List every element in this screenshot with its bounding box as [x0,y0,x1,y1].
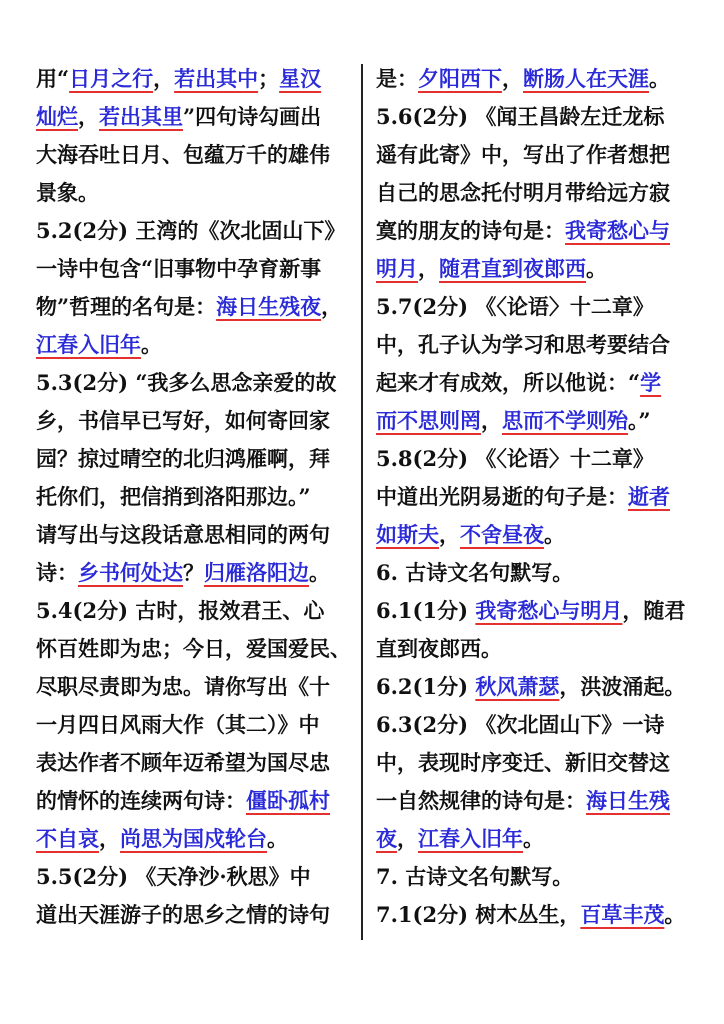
question-text: ， [481,408,502,433]
answer-text: 尚思为国戍轮台 [120,826,267,851]
text-line [376,592,694,630]
text-line [376,440,694,478]
question-text: ，随君 [622,598,686,623]
question-text: ，洪波涌起。 [559,674,686,699]
question-text: 。” [628,408,651,433]
question-text: ， [321,294,343,319]
question-text: 请写出与这段话意思相同的两句 [36,522,330,547]
question-text: ？ [183,560,204,585]
text-line [36,98,352,136]
question-text: ， [153,66,175,91]
answer-text: 灿烂 [36,104,78,129]
text-line [376,820,694,858]
answer-text: 僵卧孤村 [246,788,330,813]
text-line [376,744,694,782]
text-line [376,98,694,136]
text-line [36,364,352,402]
question-text: 5.7(2分) 《〈论语〉十二章》 [376,294,654,319]
answer-text: 我寄愁心与 [565,218,670,243]
question-text: 5.5(2分) 《天净沙·秋思》中 [36,864,311,889]
text-line [36,212,352,250]
text-line [36,592,352,630]
text-line [36,782,352,820]
question-text: 5.4(2分) 古时，报效君王、心 [36,598,325,623]
question-text: 中，孔子认为学习和思考要结合 [376,332,670,357]
text-line [376,136,694,174]
question-text: ， [439,522,460,547]
answer-text: 海日生残夜 [216,294,322,319]
text-line [376,212,694,250]
question-text: ， [99,826,120,851]
answer-text: 明月 [376,256,418,281]
question-text: 。 [586,256,607,281]
question-text: ， [78,104,99,129]
question-text: 怀百姓即为忠；今日，爱国爱民、 [36,636,351,661]
question-text: 直到夜郎西。 [376,636,502,661]
right-column [376,60,694,934]
text-line [36,744,352,782]
question-text: 5.3(2分) “我多么思念亲爱的故 [36,370,337,395]
question-text: ； [258,66,280,91]
question-text: 6. 古诗文名句默写。 [376,560,574,585]
text-line [36,478,352,516]
answer-text: 学 [640,370,662,395]
question-text: 6.1(1分) [376,598,476,623]
text-line [36,174,352,212]
text-line [376,402,694,440]
answer-text: 如斯夫 [376,522,439,547]
text-line [36,288,352,326]
text-line [376,554,694,592]
answer-text: 思而不学则殆 [502,408,628,433]
text-line [36,136,352,174]
question-text: 一诗中包含“旧事物中孕育新事 [36,256,322,281]
answer-text: 不舍昼夜 [460,522,544,547]
answer-text: 秋风萧瑟 [475,674,560,699]
question-text: 。 [267,826,288,851]
question-text: 中，表现时序变迁、新旧交替这 [376,750,670,775]
answer-text: 归雁洛阳边 [204,560,309,585]
question-text: 。 [141,332,162,357]
answer-text: 若出其里 [99,104,183,129]
text-line [36,858,352,896]
question-text: 寞的朋友的诗句是： [376,218,565,243]
question-text: 中道出光阴易逝的句子是： [376,484,628,509]
text-line [376,630,694,668]
question-text: 7.1(2分) 树木丛生， [376,902,581,927]
text-line [36,630,352,668]
answer-text: 不自哀 [36,826,99,851]
text-line [36,326,352,364]
answer-text: 断肠人在天涯 [523,66,649,91]
question-text: ， [502,66,523,91]
answer-text: 百草丰茂 [580,902,665,927]
text-line [36,402,352,440]
question-text: 。 [544,522,565,547]
question-text: 道出天涯游子的思乡之情的诗句 [36,902,330,927]
text-line [376,478,694,516]
answer-text: 乡书何处达 [78,560,183,585]
question-text: 5.8(2分) 《〈论语〉十二章》 [376,446,654,471]
question-text: 用“ [36,66,70,91]
text-line [36,820,352,858]
question-text: 6.2(1分) [376,674,476,699]
text-line [36,896,352,934]
text-line [36,516,352,554]
text-line [376,858,694,896]
question-text: ， [418,256,439,281]
text-line [36,554,352,592]
question-text: 托你们，把信捎到洛阳那边。” [36,484,311,509]
text-line [376,896,694,934]
question-text: 遥有此寄》中，写出了作者想把 [376,142,670,167]
answer-text: 星汉 [279,66,322,91]
text-line [36,668,352,706]
text-line [376,516,694,554]
question-text: 起来才有成效，所以他说：“ [376,370,641,395]
question-text: 的情怀的连续两句诗： [36,788,246,813]
answer-text: 我寄愁心与明月 [475,598,623,623]
text-line [376,174,694,212]
answer-text: 江春入旧年 [36,332,141,357]
question-text: 乡，书信早已写好，如何寄回家 [36,408,330,433]
answer-text: 逝者 [628,484,670,509]
text-line [376,60,694,98]
question-text: 5.6(2分) 《闻王昌龄左迁龙标 [376,104,665,129]
question-text: 诗： [36,560,78,585]
question-text: ”四句诗勾画出 [183,104,322,129]
text-line [36,250,352,288]
question-text: 。 [523,826,544,851]
question-text: 一月四日风雨大作（其二）》中 [36,712,320,737]
text-line [376,326,694,364]
question-text: 5.2(2分) 王湾的《次北固山下》 [36,218,346,243]
answer-text: 夜 [376,826,397,851]
question-text: 物”哲理的名句是： [36,294,217,319]
question-text: 。 [309,560,330,585]
text-line [36,706,352,744]
question-text: 一自然规律的诗句是： [376,788,586,813]
question-text: 大海吞吐日月、包蕴万千的雄伟 [36,142,330,167]
text-line [376,668,694,706]
text-line [376,782,694,820]
question-text: 表达作者不顾年迈希望为国尽忠 [36,750,330,775]
answer-text: 若出其中 [174,66,259,91]
question-text: 6.3(2分) 《次北固山下》一诗 [376,712,665,737]
question-text: 园？掠过晴空的北归鸿雁啊，拜 [36,446,330,471]
answer-text: 夕阳西下 [418,66,502,91]
question-text: 是： [376,66,418,91]
question-text: 尽职尽责即为忠。请你写出《十 [36,674,330,699]
text-line [376,288,694,326]
column-divider [361,64,363,940]
text-line [36,440,352,478]
question-text: 。 [649,66,670,91]
answer-text: 而不思则罔 [376,408,481,433]
question-text: 景象。 [36,180,99,205]
text-line [36,60,352,98]
text-line [376,250,694,288]
left-column [36,60,352,934]
question-text: 7. 古诗文名句默写。 [376,864,574,889]
answer-text: 江春入旧年 [418,826,523,851]
answer-text: 随君直到夜郎西 [439,256,586,281]
answer-text: 海日生残 [586,788,670,813]
question-text: 。 [664,902,686,927]
text-line [376,364,694,402]
answer-text: 日月之行 [69,66,154,91]
text-line [376,706,694,744]
question-text: 自己的思念托付明月带给远方寂 [376,180,670,205]
question-text: ， [397,826,418,851]
